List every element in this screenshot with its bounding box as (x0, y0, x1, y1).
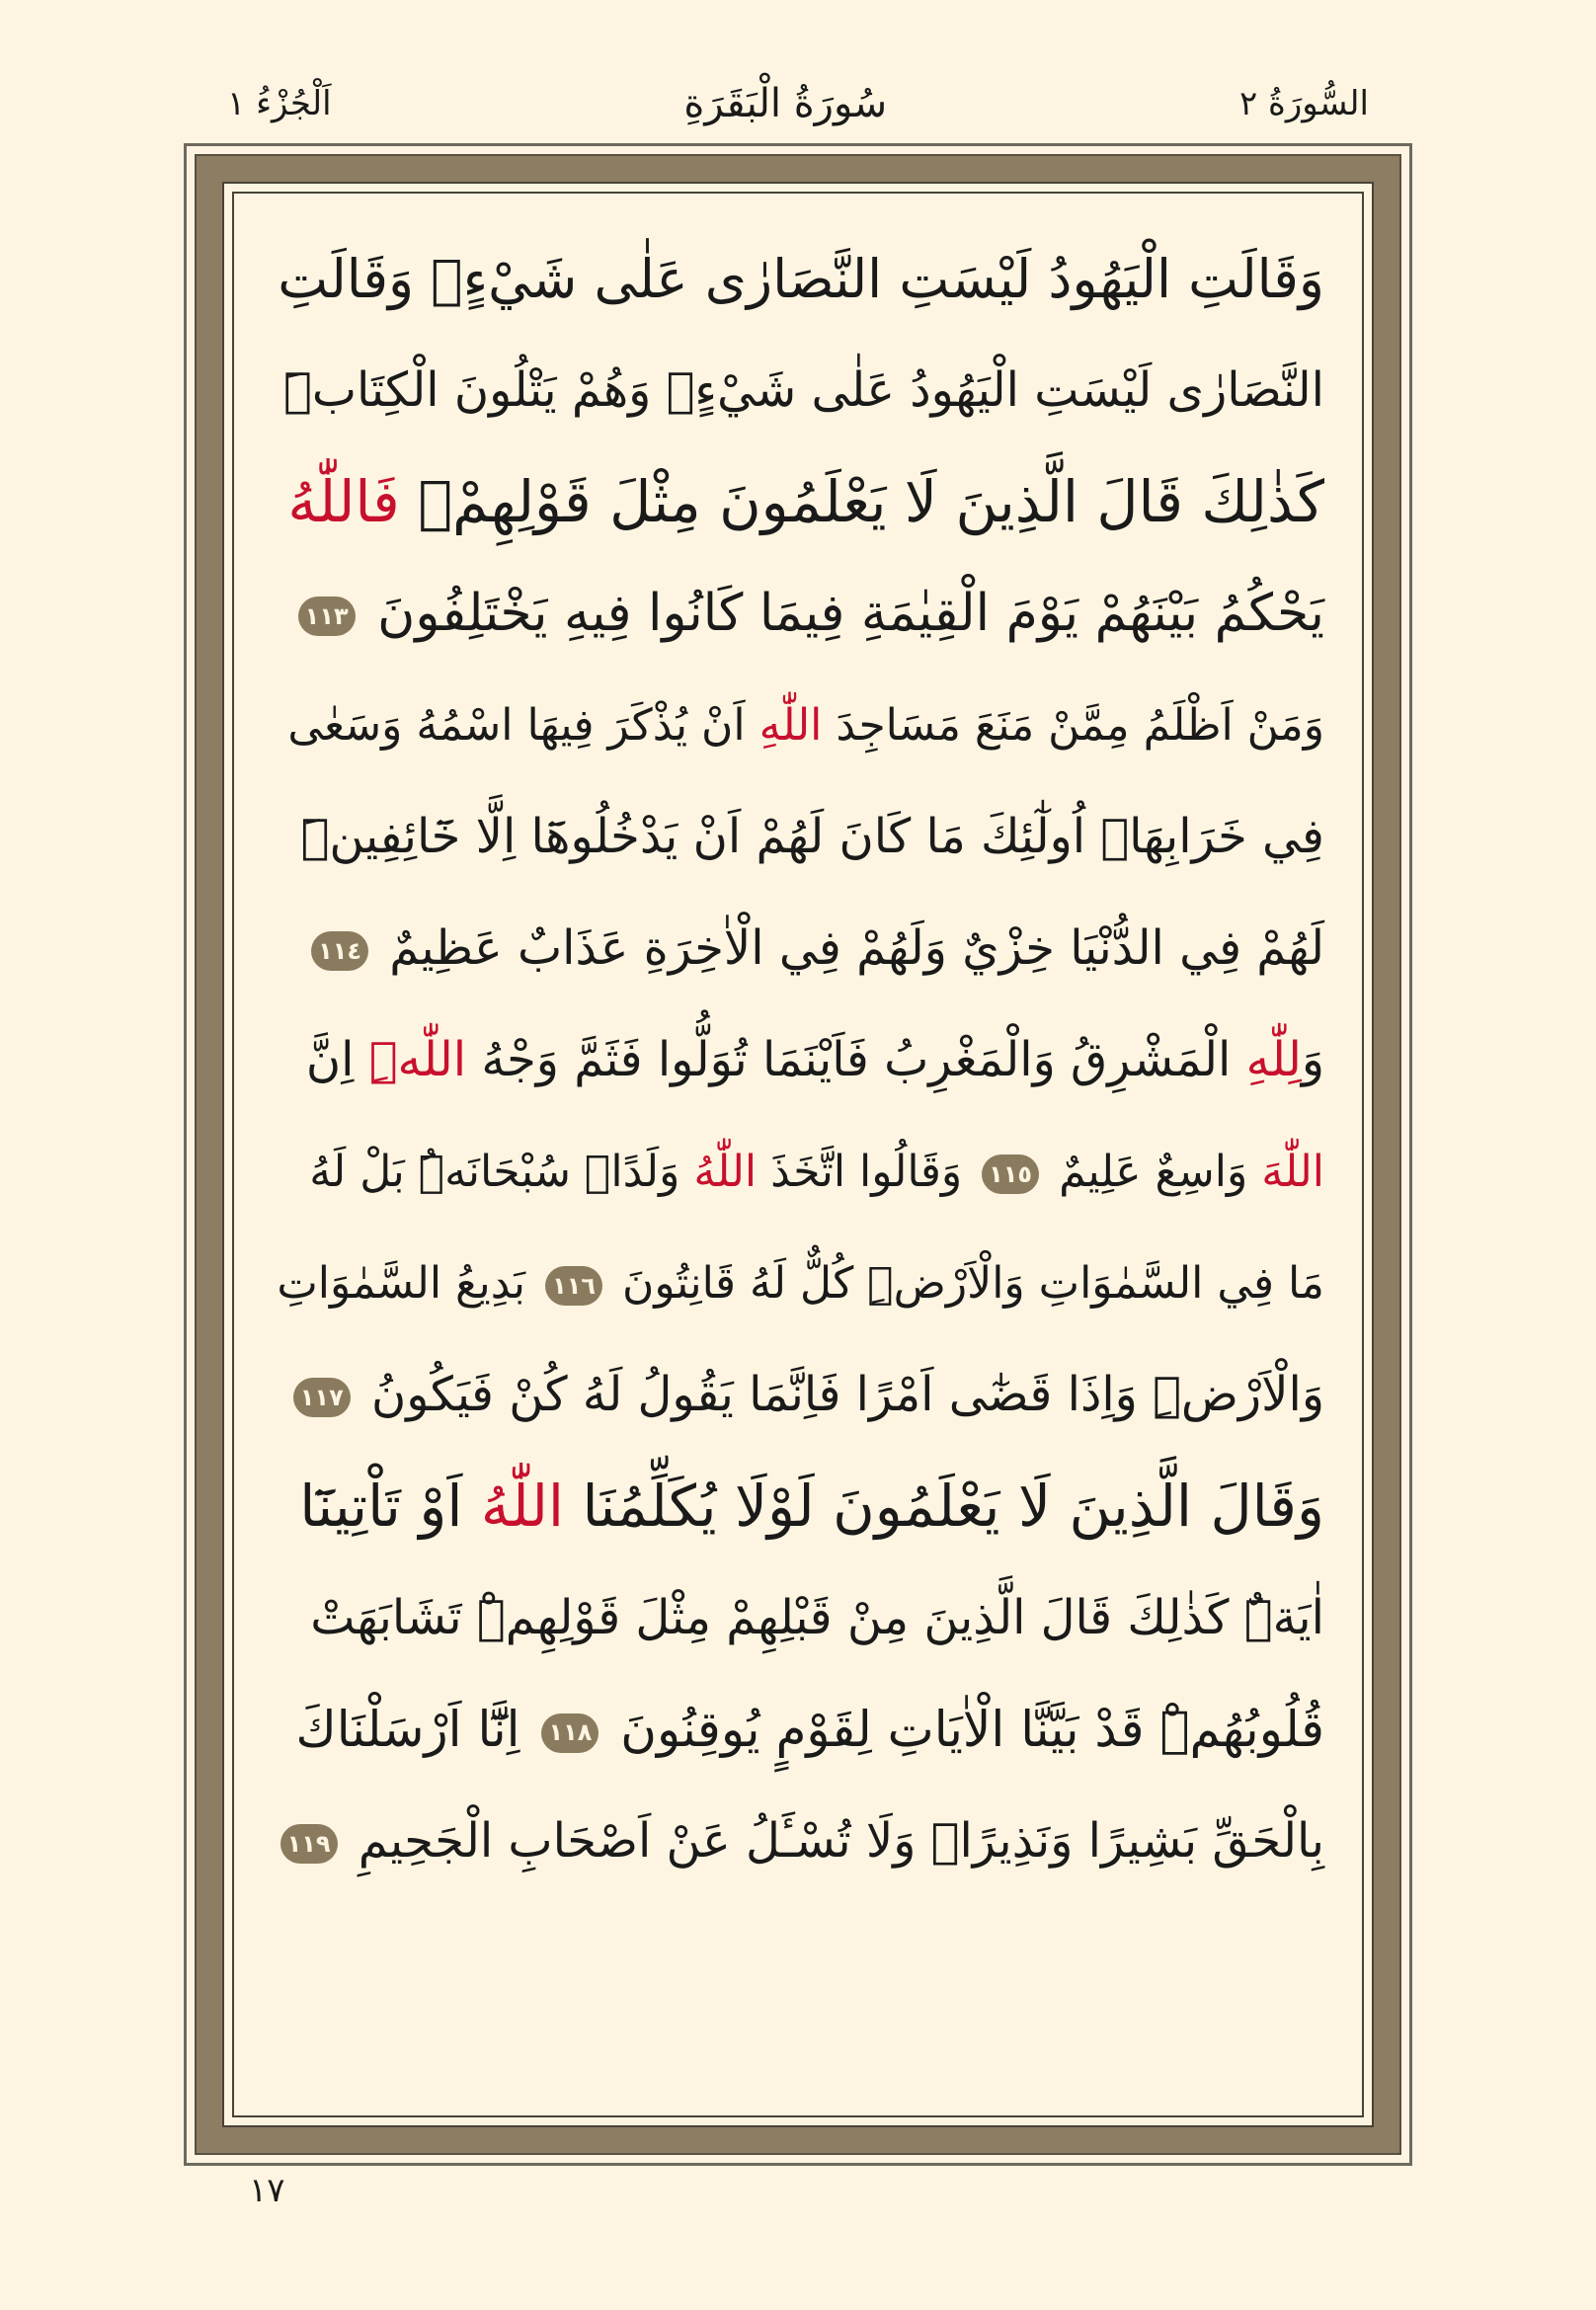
line-content (278, 223, 1324, 335)
text-line (272, 893, 1324, 1004)
text-line (272, 670, 1324, 781)
verse-text: الْمَشْرِقُ وَالْمَغْرِبُ فَاَيْنَمَا تُوَلُّوا فَثَمَّ وَجْهُ (466, 1032, 1246, 1087)
verse-text: وَقَالُوا اتَّخَذَ (757, 1147, 977, 1197)
text-panel (222, 182, 1374, 2127)
verse-text: وَ (1301, 1032, 1324, 1087)
divine-name: اللّٰهُ (693, 1147, 758, 1197)
divine-name: اللّٰهَ (1261, 1147, 1324, 1197)
line-content (287, 1339, 1324, 1451)
verse-text: النَّصَارٰى لَيْسَتِ الْيَهُودُ عَلٰى شَيْءٍۙ وَهُمْ يَتْلُونَ الْكِتَابَۜ (283, 362, 1324, 418)
text-line (272, 1786, 1324, 1897)
verse-text: اِنَّٓا اَرْسَلْنَاكَ (295, 1701, 536, 1758)
text-line (272, 781, 1324, 893)
verse-text: وَلَدًاۙ سُبْحَانَهُۜ بَلْ لَهُ (309, 1147, 694, 1197)
verse-text: وَقَالَ الَّذِينَ لَا يَعْلَمُونَ لَوْلَا يُكَلِّمُنَا (564, 1473, 1324, 1540)
text-line (272, 223, 1324, 335)
line-content (292, 558, 1324, 670)
line-content (283, 335, 1324, 446)
divine-name: اللّٰهِ (758, 700, 823, 751)
line-content (301, 781, 1324, 893)
ayah-number-marker: ١١٦ (545, 1266, 602, 1306)
verse-text: مَا فِي السَّمٰوَاتِ وَالْاَرْضِۜ كُلٌّ لَهُ قَانِتُونَ (608, 1258, 1324, 1309)
ayah-number-marker: ١١٨ (541, 1713, 598, 1753)
surah-number: السُّورَةُ ٢ (1238, 84, 1369, 123)
verse-text: قُلُوبُهُمْۜ قَدْ بَيَّنَّا الْاٰيَاتِ لِقَوْمٍ يُوقِنُونَ (604, 1701, 1324, 1758)
frame-border (195, 154, 1401, 2155)
verse-text: وَمَنْ اَظْلَمُ مِمَّنْ مَنَعَ مَسَاجِدَ (822, 700, 1324, 751)
line-content (306, 1004, 1324, 1116)
verse-text: بَدِيعُ السَّمٰوَاتِ (277, 1258, 540, 1309)
page-number: ١٧ (249, 2171, 285, 2210)
verse-text: لَهُمْ فِي الدُّنْيَا خِزْيٌ وَلَهُمْ فِي الْاٰخِرَةِ عَذَابٌ عَظِيمٌ (374, 920, 1324, 976)
verse-text: فِي خَرَابِهَاۜ اُولٰٓئِكَ مَا كَانَ لَهُمْ اَنْ يَدْخُلُوهَٓا اِلَّا خَٓائِفِينَۜ (300, 809, 1324, 864)
text-line (272, 1674, 1324, 1786)
ayah-number-marker: ١١٩ (280, 1824, 338, 1864)
juz-label: اَلْجُزْءُ ١ (227, 84, 332, 123)
verse-text: اِنَّ (305, 1032, 369, 1087)
text-line (272, 1562, 1324, 1674)
verse-text: بِالْحَقِّ بَشِيرًا وَنَذِيرًاۙ وَلَا تُسْـَٔلُ عَنْ اَصْحَابِ الْجَحِيمِ (343, 1813, 1324, 1869)
page-frame (184, 143, 1412, 2166)
line-content (299, 1451, 1324, 1562)
text-line (272, 1228, 1324, 1339)
line-content (287, 670, 1324, 781)
line-content (309, 1116, 1324, 1228)
ayah-number-marker: ١١٤ (311, 931, 368, 971)
ayah-number-marker: ١١٥ (982, 1155, 1039, 1194)
verse-text: وَقَالَتِ الْيَهُودُ لَيْسَتِ النَّصَارٰى عَلٰى شَيْءٍۖ وَقَالَتِ (278, 248, 1324, 310)
verse-text: اٰيَةٌۜ كَذٰلِكَ قَالَ الَّذِينَ مِنْ قَبْلِهِمْ مِثْلَ قَوْلِهِمْۜ تَشَابَهَتْ (310, 1590, 1324, 1645)
text-line (272, 1339, 1324, 1451)
surah-title: سُورَةُ الْبَقَرَةِ (683, 81, 888, 126)
quran-text (272, 223, 1324, 2096)
divine-name: لِلّٰهِ (1245, 1032, 1302, 1087)
verse-text: كَذٰلِكَ قَالَ الَّذِينَ لَا يَعْلَمُونَ مِثْلَ قَوْلِهِمْۚ (399, 468, 1324, 535)
line-content (287, 446, 1324, 558)
divine-name: اللّٰهِۜ (368, 1032, 467, 1087)
text-line (272, 1004, 1324, 1116)
ayah-number-marker: ١١٧ (293, 1378, 351, 1417)
divine-name: اللّٰهُ (480, 1473, 565, 1540)
line-content (277, 1228, 1324, 1339)
ayah-number-marker: ١١٣ (298, 597, 356, 636)
page-header (227, 69, 1369, 138)
text-line (272, 1116, 1324, 1228)
text-line (272, 1451, 1324, 1562)
verse-text: اَنْ يُذْكَرَ فِيهَا اسْمُهُ وَسَعٰى (287, 700, 759, 751)
line-content (310, 1562, 1324, 1674)
verse-text: يَحْكُمُ بَيْنَهُمْ يَوْمَ الْقِيٰمَةِ فِيمَا كَانُوا فِيهِ يَخْتَلِفُونَ (360, 584, 1324, 643)
verse-text: اَوْ تَاْتِينَٓا (299, 1473, 481, 1540)
text-line (272, 335, 1324, 446)
divine-name: فَاللّٰهُ (287, 468, 400, 535)
verse-text: وَاسِعٌ عَلِيمٌ (1045, 1147, 1262, 1197)
verse-text: وَالْاَرْضِۜ وَاِذَا قَضٰٓى اَمْرًا فَاِنَّمَا يَقُولُ لَهُ كُنْ فَيَكُونُ (356, 1367, 1324, 1422)
line-content (275, 1786, 1324, 1897)
text-line (272, 558, 1324, 670)
text-line (272, 446, 1324, 558)
line-content (305, 893, 1324, 1004)
line-content (296, 1674, 1324, 1786)
